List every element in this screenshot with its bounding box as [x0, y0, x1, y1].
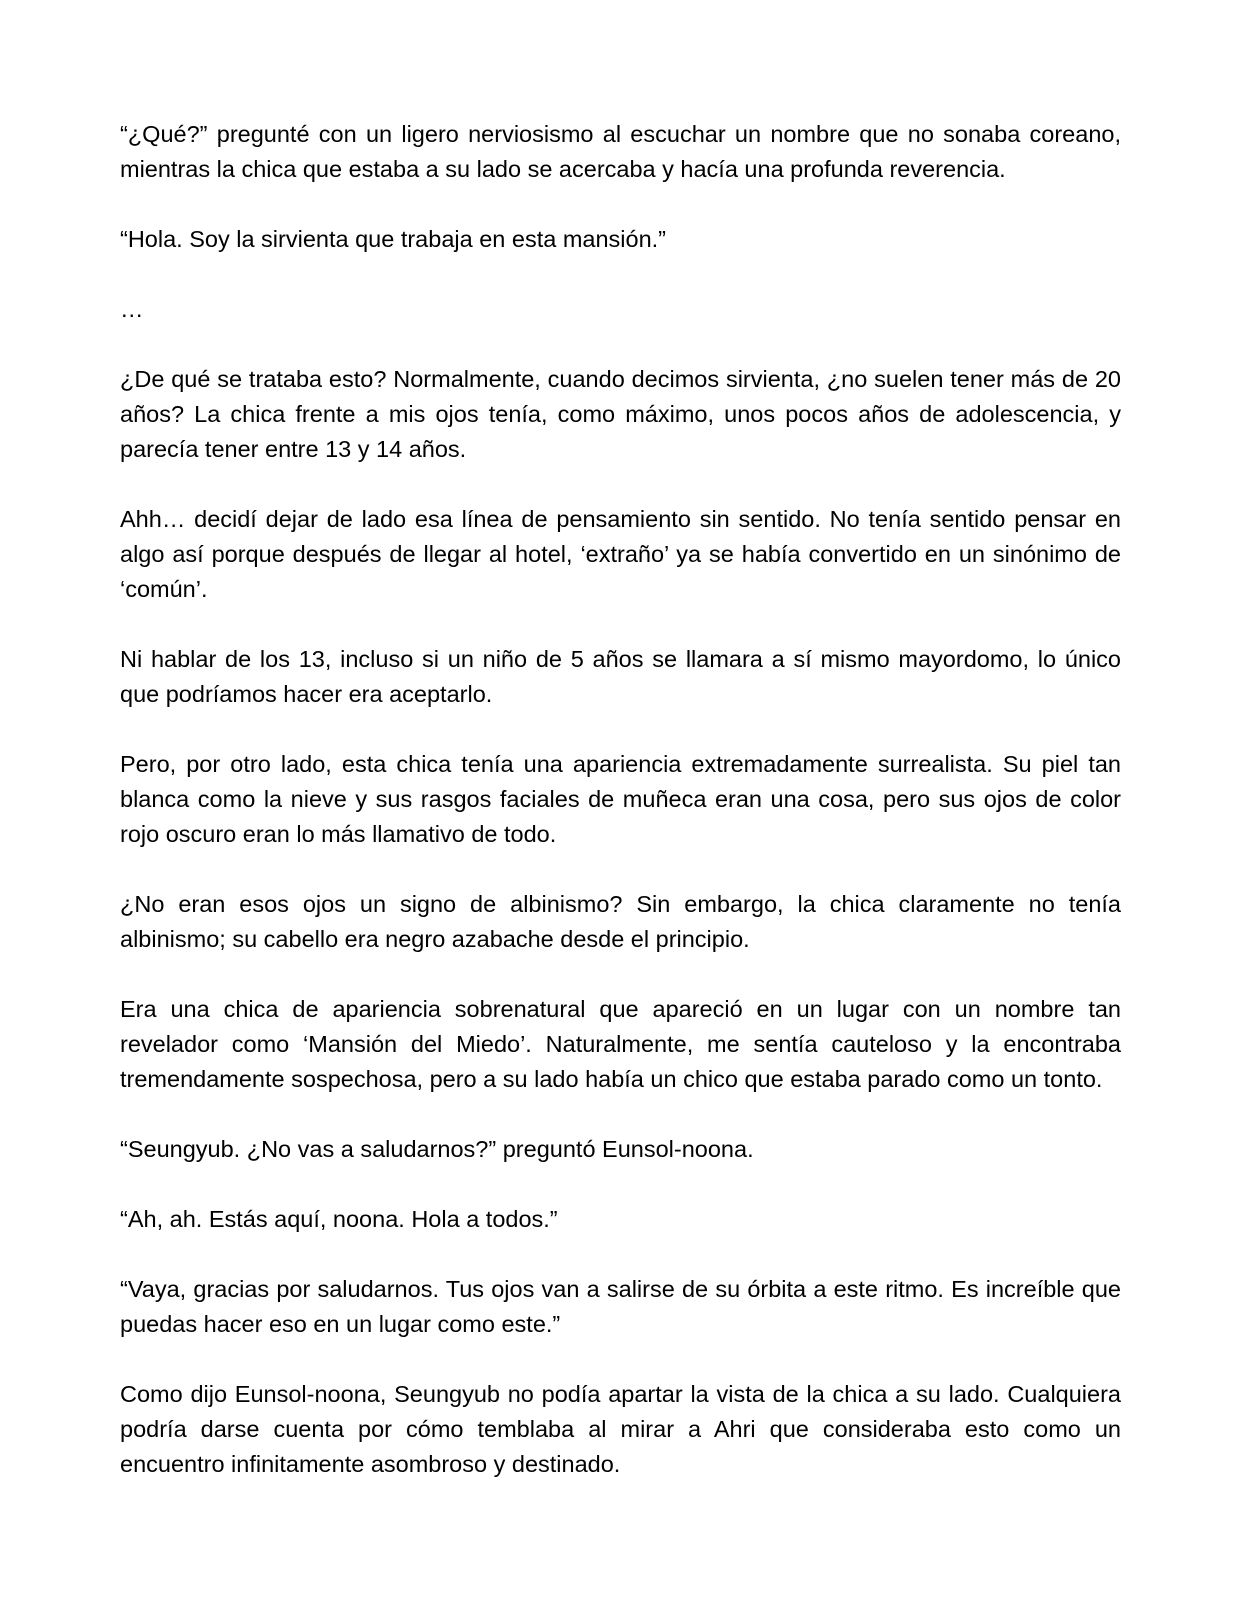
paragraph-8: ¿No eran esos ojos un signo de albinismo? Sin embargo, la chica claramente no tenía albinismo; su cabello era negro azabache desde el principio.: [120, 891, 1121, 952]
paragraph-6: Ni hablar de los 13, incluso si un niño de 5 años se llamara a sí mismo mayordomo, lo único que podríamos hacer era aceptarlo.: [120, 646, 1121, 707]
paragraph-11: “Ah, ah. Estás aquí, noona. Hola a todos.”: [120, 1206, 558, 1232]
paragraph-7: Pero, por otro lado, esta chica tenía una apariencia extremadamente surrealista. Su piel tan blanca como la nieve y sus rasgos faciales de muñeca eran una cosa, pero sus ojos de color rojo oscuro eran lo más llamativo de todo.: [120, 751, 1121, 847]
paragraph-5: Ahh… decidí dejar de lado esa línea de pensamiento sin sentido. No tenía sentido pensar en algo así porque después de llegar al hotel, ‘extraño’ ya se había convertido en un sinónimo de ‘común’.: [120, 506, 1121, 602]
paragraph-10: “Seungyub. ¿No vas a saludarnos?” preguntó Eunsol-noona.: [120, 1136, 754, 1162]
paragraph-2: “Hola. Soy la sirvienta que trabaja en esta mansión.”: [120, 226, 667, 252]
paragraph-1: “¿Qué?” pregunté con un ligero nerviosismo al escuchar un nombre que no sonaba coreano, mientras la chica que estaba a su lado se acercaba y hacía una profunda reverencia.: [120, 121, 1121, 182]
paragraph-3-ellipsis: …: [120, 296, 144, 322]
paragraph-4: ¿De qué se trataba esto? Normalmente, cuando decimos sirvienta, ¿no suelen tener más de 20 años? La chica frente a mis ojos tenía, como máximo, unos pocos años de adolescencia, y parecía tener entre 13 y 14 años.: [120, 366, 1121, 462]
paragraph-13: Como dijo Eunsol-noona, Seungyub no podía apartar la vista de la chica a su lado. Cualquiera podría darse cuenta por cómo temblaba al mirar a Ahri que consideraba esto como un encuentro infinitamente asombroso y destinado.: [120, 1381, 1121, 1477]
paragraph-12: “Vaya, gracias por saludarnos. Tus ojos van a salirse de su órbita a este ritmo. Es increíble que puedas hacer eso en un lugar como este.”: [120, 1276, 1121, 1337]
paragraph-9: Era una chica de apariencia sobrenatural que apareció en un lugar con un nombre tan revelador como ‘Mansión del Miedo’. Naturalmente, me sentía cauteloso y la encontraba tremendamente sospechosa, pero a su lado había un chico que estaba parado como un tonto.: [120, 996, 1121, 1092]
